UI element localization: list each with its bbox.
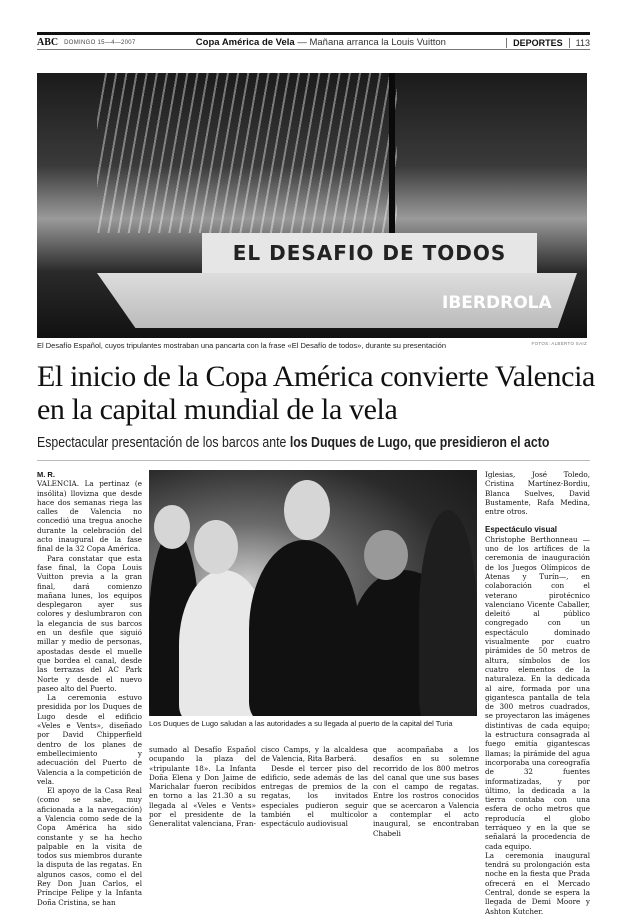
headline: El inicio de la Copa América convierte Valencia en la capital mundial de la vela — [37, 360, 595, 426]
boat-presentation-photo — [37, 73, 587, 338]
article-column-3 — [261, 745, 368, 829]
subheadline — [37, 435, 581, 452]
byline: M. R. — [37, 470, 55, 479]
issue-date: DOMINGO 15—4—2007 — [64, 39, 136, 46]
crew-banner: EL DESAFIO DE TODOS — [202, 233, 537, 273]
paragraph: Christophe Berthonneau —uno de los artífices de la ceremonia de inauguración de los Juegos Olímpicos de Atenas y Turín—, en colaboración con el veterano pirotécnico valenciano Vicente Caballer, deleitó al público congregado con un espectáculo dominado visualmente por cuatro pirámides de 50 metros de altura, símbolos de los cuatro elementos de la naturaleza. En la dedicada al aire, formada por una gigantesca pantalla de tela de 300 metros cuadrados, se proyectaron las imágenes distintivas de cada equipo; la estructura consagrada al fuego emitía gigantescas llamas; la pirámide del agua incorporaba una coreografía de 32 fuentes informatizadas, y por último, la dedicada a la tierra contaba con una esfera de ocho metros que reproducía el globo terráqueo y en la que se señalará la procedencia de cada equipo. — [485, 534, 590, 851]
section-title: Copa América de Vela — [195, 37, 295, 48]
paragraph: La ceremonia inaugural tendrá su prolongación esta noche en la fiesta que Prada ofrecerá en el Mercado Central, donde se espera la llegada de Demi Moore y Ashton Kutcher. — [485, 850, 590, 916]
paragraph: Iglesias, José Toledo, Cristina Martínez-Bordiu, Blanca Suelves, David Bustamente, Rafa Medina, entre otros. — [485, 470, 590, 517]
paragraph: La ceremonia estuvo presidida por los Duques de Lugo desde el edificio «Veles e Vents», diseñado por David Chipperfield dentro de los planes de embellecimiento y adecuación del Puerto de Valencia a la competición de vela. — [37, 693, 142, 786]
section-label: DEPORTES — [506, 38, 570, 48]
paragraph: que acompañaba a los desafíos en su solemne recorrido de los 800 metros del canal que une sus bases con el campo de regatas. Entre los rostros conocidos que se acercaron a Valencia a contemplar el acto inaugural, se encontraban Chabeli — [373, 745, 479, 838]
person-silhouette — [249, 540, 359, 716]
article-column-5 — [485, 470, 590, 916]
photo2-caption: Los Duques de Lugo saludan a las autoridades a su llegada al puerto de la capital del Turia — [149, 719, 453, 728]
newspaper-logo: ABC — [37, 37, 59, 48]
top-rule — [37, 32, 590, 35]
page-number: 113 — [575, 37, 590, 48]
article-column-4 — [373, 745, 479, 838]
fountain-sprays — [97, 73, 397, 233]
photo1-caption: El Desafío Español, cuyos tripulantes mostraban una pancarta con la frase «El Desafío de todos», durante su presentación — [37, 341, 446, 350]
paragraph: Desde el tercer piso del edificio, sede además de las entregas de premios de la regatas, los invitados especiales pudieron seguir también el multicolor espectáculo audiovisual — [261, 763, 368, 829]
article-column-2 — [149, 745, 256, 829]
person-silhouette — [419, 510, 477, 716]
person-face — [194, 520, 238, 574]
subhead-regular: Espectacular presentación de los barcos ante — [37, 435, 290, 451]
page-header — [37, 36, 590, 50]
section-subtitle: Espectáculo visual — [485, 525, 558, 535]
paragraph: El apoyo de la Casa Real (como se sabe, muy aficionada a la navegación) a Valencia como sede de la Copa América ha sido constante y se ha hecho palpable en la visita de todos sus miembros durante la disputa de las regatas. En algunos casos, como el del Rey Don Juan Carlos, el Príncipe Felipe y la Infanta Doña Cristina, se han — [37, 786, 142, 907]
person-face — [154, 505, 190, 549]
section-heading: Copa América de Vela — Mañana arranca la Louis Vuitton — [195, 37, 446, 48]
duques-de-lugo-photo — [149, 470, 477, 716]
person-face — [284, 480, 330, 540]
article-column-1 — [37, 470, 142, 907]
divider — [37, 460, 590, 461]
photo-credit: FOTOS: ALBERTO SAIZ — [531, 341, 587, 346]
subhead-bold: los Duques de Lugo, que presidieron el acto — [289, 435, 550, 451]
paragraph: VALENCIA. La pertinaz (e insólita) llovizna que desde hace dos semanas riega las calles de Valencia no concedió una tregua anoche durante la celebración del acto inaugural de la fase final de la 32 Copa América. — [37, 479, 142, 554]
paragraph: Para constatar que esta fase final, la Copa Louis Vuitton previa a la gran final, dará comienzo mañana lunes, los equipos desplegaron ayer sus colores y deslumbraron con la elegancia de sus barcos en un desfile que siguió millar y medio de personas, apostadas desde el muelle que bordea el canal, desde las terrazas del AC Park Norte y desde el nuevo paseo alto del Puerto. — [37, 553, 142, 693]
sponsor-logo: IBERDROLA — [442, 293, 552, 313]
paragraph: sumado al Desafío Español ocupando la plaza del «tripulante 18». La Infanta Doña Elena y Don Jaime de Marichalar fueron recibidos en torno a las 21.30 a su llegada al «Veles e Vents» por el presidente de la Generalitat valenciana, Fran- — [149, 745, 256, 829]
section-kicker: Mañana arranca la Louis Vuitton — [309, 37, 446, 48]
paragraph: cisco Camps, y la alcaldesa de Valencia, Rita Barberá. — [261, 745, 368, 764]
person-face — [364, 530, 408, 580]
